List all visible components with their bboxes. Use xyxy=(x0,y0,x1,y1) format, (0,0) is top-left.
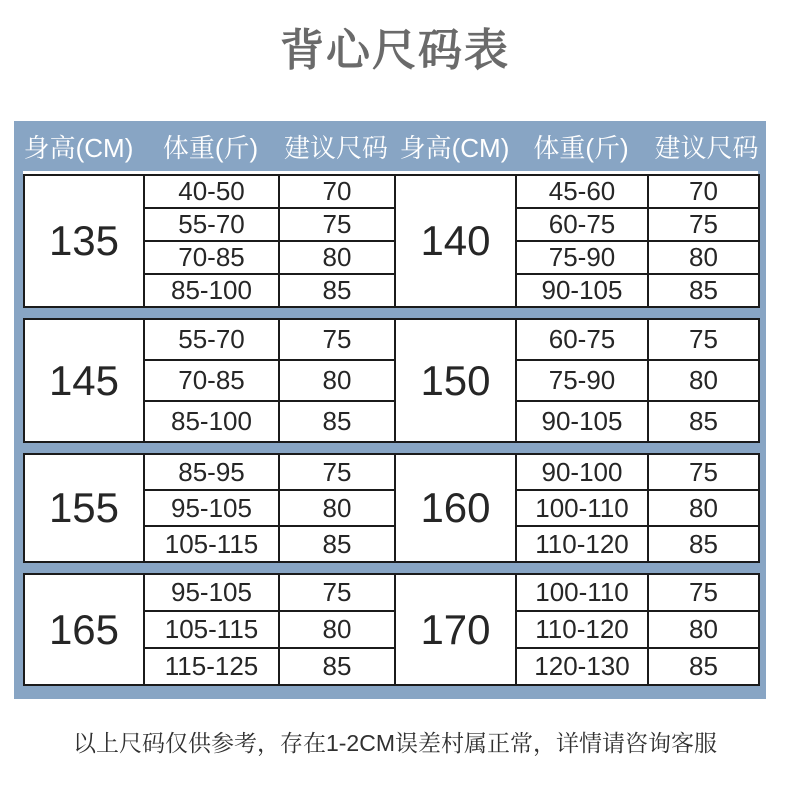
size-cell: 85 xyxy=(648,401,759,442)
size-cell: 75 xyxy=(648,319,759,360)
weight-cell: 85-100 xyxy=(144,274,279,307)
band-145-150 xyxy=(23,318,760,443)
height-cell: 150 xyxy=(395,319,516,442)
table-row xyxy=(24,175,759,208)
height-cell: 165 xyxy=(24,574,144,685)
table-header xyxy=(14,121,766,171)
weight-cell: 95-105 xyxy=(144,574,279,611)
size-cell: 70 xyxy=(279,175,395,208)
size-cell: 70 xyxy=(648,175,759,208)
weight-cell: 105-115 xyxy=(144,611,279,648)
height-cell: 145 xyxy=(24,319,144,442)
weight-cell: 60-75 xyxy=(516,208,648,241)
table-row xyxy=(24,319,759,360)
weight-cell: 75-90 xyxy=(516,360,648,401)
weight-cell: 110-120 xyxy=(516,611,648,648)
weight-cell: 85-95 xyxy=(144,454,279,490)
weight-cell: 115-125 xyxy=(144,648,279,685)
size-cell: 85 xyxy=(279,526,395,562)
weight-cell: 75-90 xyxy=(516,241,648,274)
band-155-160 xyxy=(23,453,760,563)
table-row xyxy=(24,454,759,490)
size-cell: 75 xyxy=(279,454,395,490)
size-cell: 80 xyxy=(648,360,759,401)
group-separator xyxy=(23,308,758,318)
height-cell: 155 xyxy=(24,454,144,562)
weight-cell: 95-105 xyxy=(144,490,279,526)
size-cell: 75 xyxy=(648,454,759,490)
header-col-size-left: 建议尺码 xyxy=(283,132,388,163)
size-cell: 75 xyxy=(279,574,395,611)
size-cell: 80 xyxy=(279,241,395,274)
weight-cell: 55-70 xyxy=(144,319,279,360)
size-cell: 85 xyxy=(648,526,759,562)
size-cell: 80 xyxy=(279,490,395,526)
size-cell: 85 xyxy=(279,648,395,685)
size-cell: 75 xyxy=(279,319,395,360)
weight-cell: 90-105 xyxy=(516,274,648,307)
footer-note: 以上尺码仅供参考，存在1-2CM误差村属正常，详情请咨询客服 xyxy=(72,730,717,757)
weight-cell: 105-115 xyxy=(144,526,279,562)
weight-cell: 120-130 xyxy=(516,648,648,685)
weight-cell: 70-85 xyxy=(144,360,279,401)
weight-cell: 40-50 xyxy=(144,175,279,208)
weight-cell: 90-100 xyxy=(516,454,648,490)
weight-cell: 85-100 xyxy=(144,401,279,442)
height-cell: 160 xyxy=(395,454,516,562)
group-separator xyxy=(23,563,758,573)
weight-cell: 55-70 xyxy=(144,208,279,241)
height-cell: 135 xyxy=(24,175,144,307)
size-cell: 75 xyxy=(279,208,395,241)
header-col-size-right: 建议尺码 xyxy=(654,132,759,163)
band-135-140 xyxy=(23,174,760,308)
weight-cell: 70-85 xyxy=(144,241,279,274)
size-cell: 80 xyxy=(648,490,759,526)
page-title: 背心尺码表 xyxy=(280,26,510,75)
size-cell: 80 xyxy=(279,611,395,648)
group-separator xyxy=(23,443,758,453)
weight-cell: 60-75 xyxy=(516,319,648,360)
weight-cell: 90-105 xyxy=(516,401,648,442)
size-cell: 85 xyxy=(279,274,395,307)
size-cell: 85 xyxy=(648,648,759,685)
height-cell: 140 xyxy=(395,175,516,307)
weight-cell: 100-110 xyxy=(516,574,648,611)
table-row xyxy=(24,574,759,611)
header-col-weight-right: 体重(斤) xyxy=(533,132,629,163)
header-col-weight-left: 体重(斤) xyxy=(162,132,259,163)
table-body xyxy=(14,171,766,699)
size-cell: 75 xyxy=(648,208,759,241)
height-cell: 170 xyxy=(395,574,516,685)
size-cell: 80 xyxy=(648,611,759,648)
header-col-height-left: 身高(CM) xyxy=(23,132,134,163)
band-165-170 xyxy=(23,573,760,686)
size-cell: 85 xyxy=(648,274,759,307)
weight-cell: 100-110 xyxy=(516,490,648,526)
size-cell: 80 xyxy=(648,241,759,274)
size-cell: 80 xyxy=(279,360,395,401)
weight-cell: 45-60 xyxy=(516,175,648,208)
header-col-height-right: 身高(CM) xyxy=(399,132,510,163)
weight-cell: 110-120 xyxy=(516,526,648,562)
size-cell: 75 xyxy=(648,574,759,611)
size-cell: 85 xyxy=(279,401,395,442)
size-chart xyxy=(14,121,766,699)
